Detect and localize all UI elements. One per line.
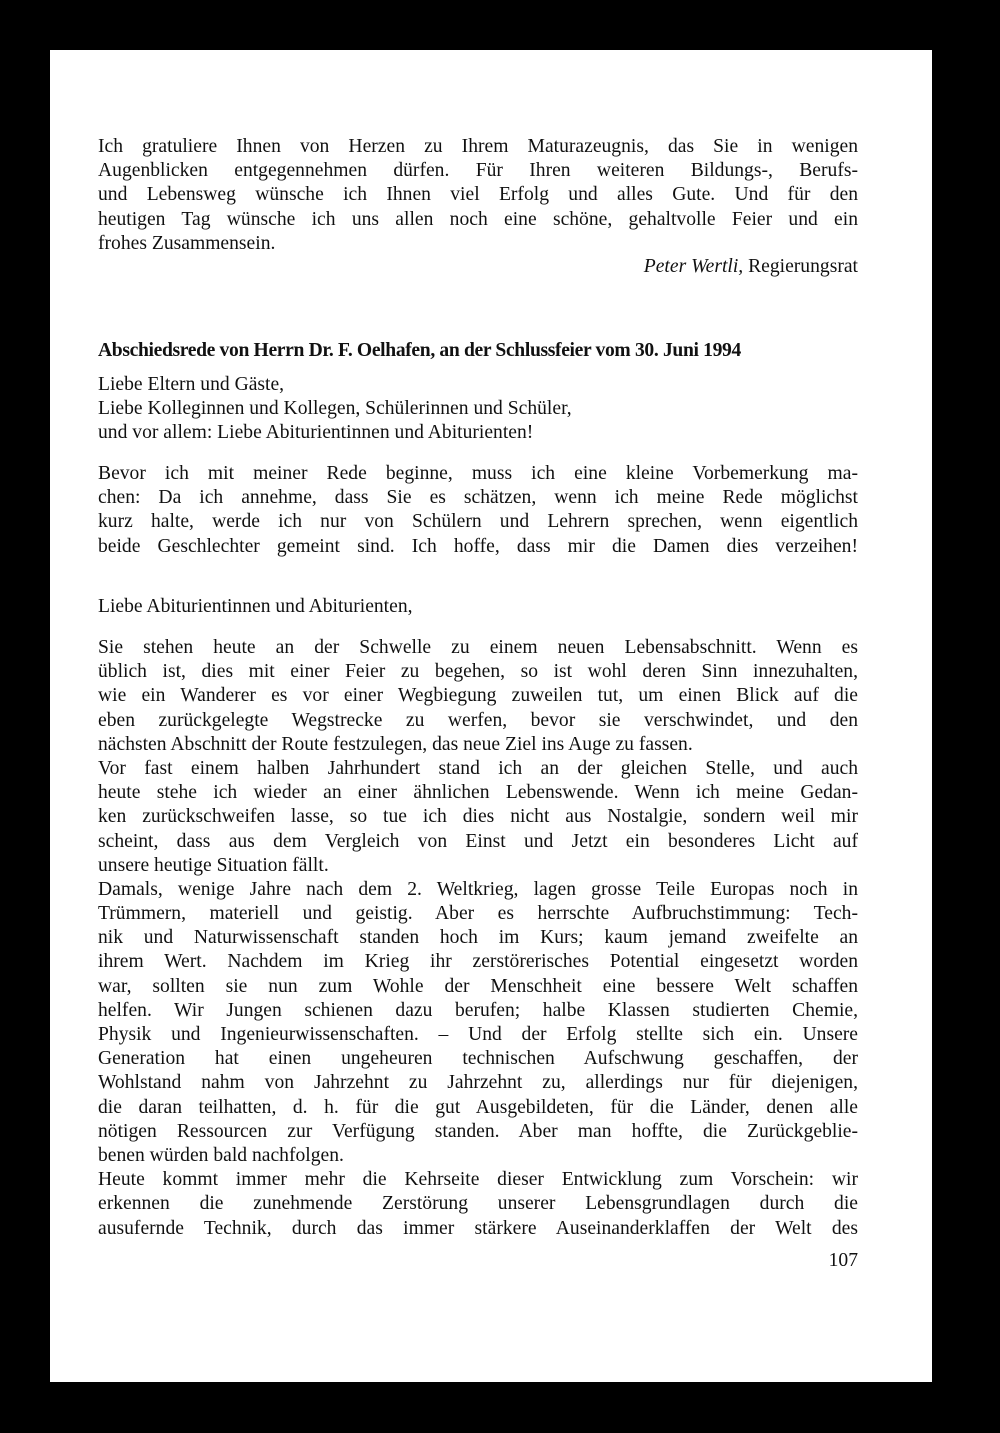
preliminary-remark — [98, 462, 858, 559]
intro-paragraph — [98, 135, 858, 256]
text-line: und Lebensweg wünsche ich Ihnen viel Erfolg und alles Gute. Und für den — [98, 184, 858, 206]
signature-name: Peter Wertli, — [643, 256, 744, 277]
text-line: heute stehe ich wieder an einer ähnlichen Lebenswende. Wenn ich meine Gedan- — [98, 782, 858, 804]
address — [98, 595, 858, 619]
text-line: eben zurückgelegte Wegstrecke zu werfen, bevor sie verschwindet, und den — [98, 709, 858, 731]
speech-heading: Abschiedsrede von Herrn Dr. F. Oelhafen, an der Schlussfeier vom 30. Juni 1994 — [98, 340, 741, 361]
text-line: war, sollten sie nun zum Wohle der Menschheit eine bessere Welt schaffen — [98, 975, 858, 997]
signature — [98, 255, 858, 279]
text-line: ihrem Wert. Nachdem im Krieg ihr zerstörerisches Potential eingesetzt worden — [98, 951, 858, 973]
text-line: Physik und Ingenieurwissenschaften. – Und der Erfolg stellte sich ein. Unsere — [98, 1024, 858, 1045]
text-line: unsere heutige Situation fällt. — [98, 854, 329, 876]
text-line: Liebe Eltern und Gäste, — [98, 374, 285, 395]
text-line: Vor fast einem halben Jahrhundert stand ich an der gleichen Stelle, und auch — [98, 757, 858, 779]
body-text — [98, 636, 858, 1241]
text-line: ausufernde Technik, durch das immer stärkere Auseinanderklaffen der Welt des — [98, 1217, 858, 1239]
text-line: Liebe Kolleginnen und Kollegen, Schülerinnen und Schüler, — [98, 398, 572, 420]
text-line: erkennen die zunehmende Zerstörung unserer Lebensgrundlagen durch die — [98, 1193, 858, 1215]
text-line: Ich gratuliere Ihnen von Herzen zu Ihrem Maturazeugnis, das Sie in wenigen — [98, 136, 858, 157]
text-line: Generation hat einen ungeheuren technischen Aufschwung geschaffen, der — [98, 1048, 858, 1070]
text-line: Damals, wenige Jahre nach dem 2. Weltkrieg, lagen grosse Teile Europas noch in — [98, 878, 858, 900]
text-line: nik und Naturwissenschaft standen hoch im Kurs; kaum jemand zweifelte an — [98, 927, 858, 949]
text-line: Heute kommt immer mehr die Kehrseite dieser Entwicklung zum Vorschein: wir — [98, 1169, 858, 1191]
text-line: Wohlstand nahm von Jahrzehnt zu Jahrzehnt zu, allerdings nur für diejenigen, — [98, 1072, 858, 1094]
text-line: Liebe Abiturientinnen und Abiturienten, — [98, 596, 413, 617]
salutation — [98, 373, 858, 446]
signature-title: Regierungsrat — [748, 256, 858, 277]
text-line: kurz halte, werde ich nur von Schülern und Lehrern sprechen, wenn eigentlich — [98, 511, 858, 533]
text-line: die daran teilhatten, d. h. für die gut Ausgebildeten, für die Länder, denen alle — [98, 1096, 858, 1118]
text-line: scheint, dass aus dem Vergleich von Einst und Jetzt ein besonderes Licht auf — [98, 830, 858, 852]
text-line: benen würden bald nachfolgen. — [98, 1144, 344, 1166]
text-line: Trümmern, materiell und geistig. Aber es herrschte Aufbruchstimmung: Tech- — [98, 903, 858, 925]
text-line: heutigen Tag wünsche ich uns allen noch eine schöne, gehaltvolle Feier und ein — [98, 208, 858, 230]
text-line: Sie stehen heute an der Schwelle zu einem neuen Lebensabschnitt. Wenn es — [98, 637, 858, 658]
text-line: Augenblicken entgegennehmen dürfen. Für Ihren weiteren Bildungs-, Berufs- — [98, 160, 858, 182]
text-line: und vor allem: Liebe Abiturientinnen und Abiturienten! — [98, 422, 534, 444]
text-line: nächsten Abschnitt der Route festzulegen, das neue Ziel ins Auge zu fassen. — [98, 733, 693, 755]
text-line: üblich ist, dies mit einer Feier zu begehen, so ist wohl deren Sinn innezuhalten, — [98, 661, 858, 683]
text-line: wie ein Wanderer es vor einer Wegbiegung zuweilen tut, um einen Blick auf die — [98, 685, 858, 707]
text-line: nötigen Ressourcen zur Verfügung standen. Aber man hoffte, die Zurückgeblie- — [98, 1120, 858, 1142]
document-page — [50, 50, 932, 1382]
text-line: chen: Da ich annehme, dass Sie es schätzen, wenn ich meine Rede möglichst — [98, 487, 858, 509]
page-number: 107 — [828, 1250, 858, 1271]
text-line: beide Geschlechter gemeint sind. Ich hoffe, dass mir die Damen dies verzeihen! — [98, 535, 858, 557]
text-line: helfen. Wir Jungen schienen dazu berufen; halbe Klassen studierten Chemie, — [98, 999, 858, 1021]
text-line: frohes Zusammensein. — [98, 232, 276, 254]
text-line: ken zurückschweifen lasse, so tue ich dies nicht aus Nostalgie, sondern weil mir — [98, 806, 858, 828]
text-line: Bevor ich mit meiner Rede beginne, muss ich eine kleine Vorbemerkung ma- — [98, 463, 858, 484]
